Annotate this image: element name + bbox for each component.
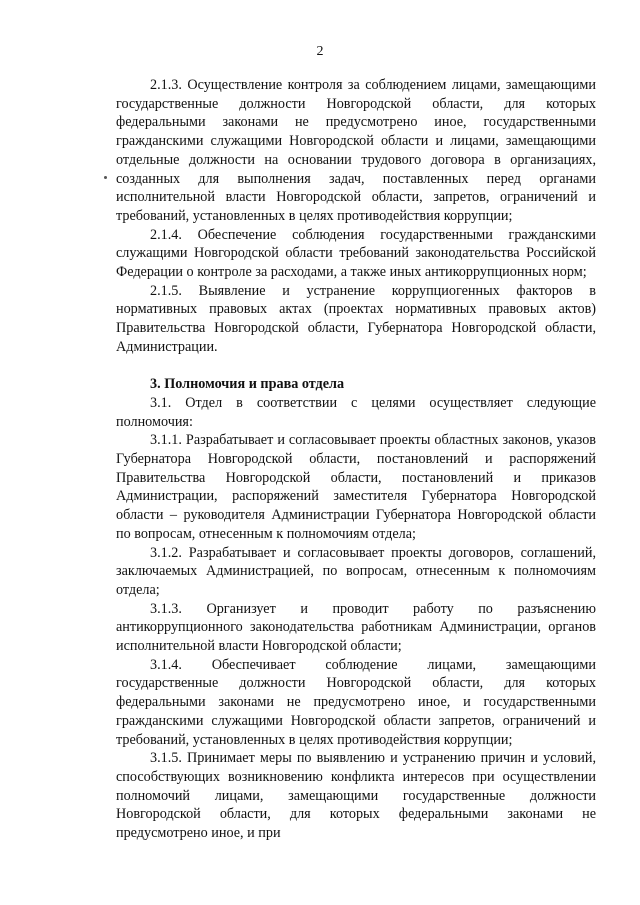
clause-2-1-3: 2.1.3. Осуществление контроля за соблюдением лицами, замещающими государственные должности Новгородской области, для которых федеральными законами не предусмотрено иное, государственными гражданскими служащими Новгородской области и лицами, замещающими отдельные должности на основании трудового договора в организациях, созданных для выполнения задач, поставленных перед органами исполнительной власти Новгородской области, запретов, ограничений и требований, установленных в целях противодействия коррупции; — [116, 77, 596, 224]
clause-3-1-4: 3.1.4. Обеспечивает соблюдение лицами, замещающими государственные должности Новгородской области, для которых федеральными законами не предусмотрено иное, и государственными гражданскими служащими Новгородской области запретов, ограничений и требований, установленных в целях противодействия коррупции; — [116, 656, 596, 748]
clause-3-1-3: 3.1.3. Организует и проводит работу по разъяснению антикоррупционного законодательства работникам Администрации, органов исполнительной власти Новгородской области; — [116, 600, 596, 655]
page-number: 2 — [316, 44, 324, 59]
blank-line — [116, 357, 596, 376]
section-heading: 3. Полномочия и права отдела — [150, 376, 345, 393]
document-body — [116, 76, 596, 843]
clause-2-1-4: 2.1.4. Обеспечение соблюдения государственными гражданскими служащими Новгородской области требований законодательства Российской Федерации о контроле за расходами, а также иных антикоррупционных норм; — [116, 226, 596, 281]
clause-3-1: 3.1. Отдел в соответствии с целями осуществляет следующие полномочия: — [116, 394, 596, 430]
clause-3-1-2: 3.1.2. Разрабатывает и согласовывает проекты договоров, соглашений, заключаемых Администрацией, по вопросам, отнесенным к полномочиям отдела; — [116, 544, 596, 598]
scan-artifact-dot — [104, 176, 107, 179]
clause-3-1-1: 3.1.1. Разрабатывает и согласовывает проекты областных законов, указов Губернатора Новгородской области, постановлений и распоряжений Правительства Новгородской области, постановлений и приказов Администрации, распоряжений заместителя Губернатора Новгородской области – руководителя Администрации Губернатора Новгородской области по вопросам, отнесенным к полномочиям отдела; — [116, 432, 596, 542]
clause-2-1-5: 2.1.5. Выявление и устранение коррупциогенных факторов в нормативных правовых актах (проектах нормативных правовых актов) Правительства Новгородской области, Губернатора Новгородской области, Администрации. — [116, 282, 596, 355]
clause-3-1-5: 3.1.5. Принимает меры по выявлению и устранению причин и условий, способствующих возникновению конфликта интересов при осуществлении полномочий лицами, замещающими государственные должности Новгородской области, для которых федеральными законами не предусмотрено иное, и при — [116, 750, 596, 842]
